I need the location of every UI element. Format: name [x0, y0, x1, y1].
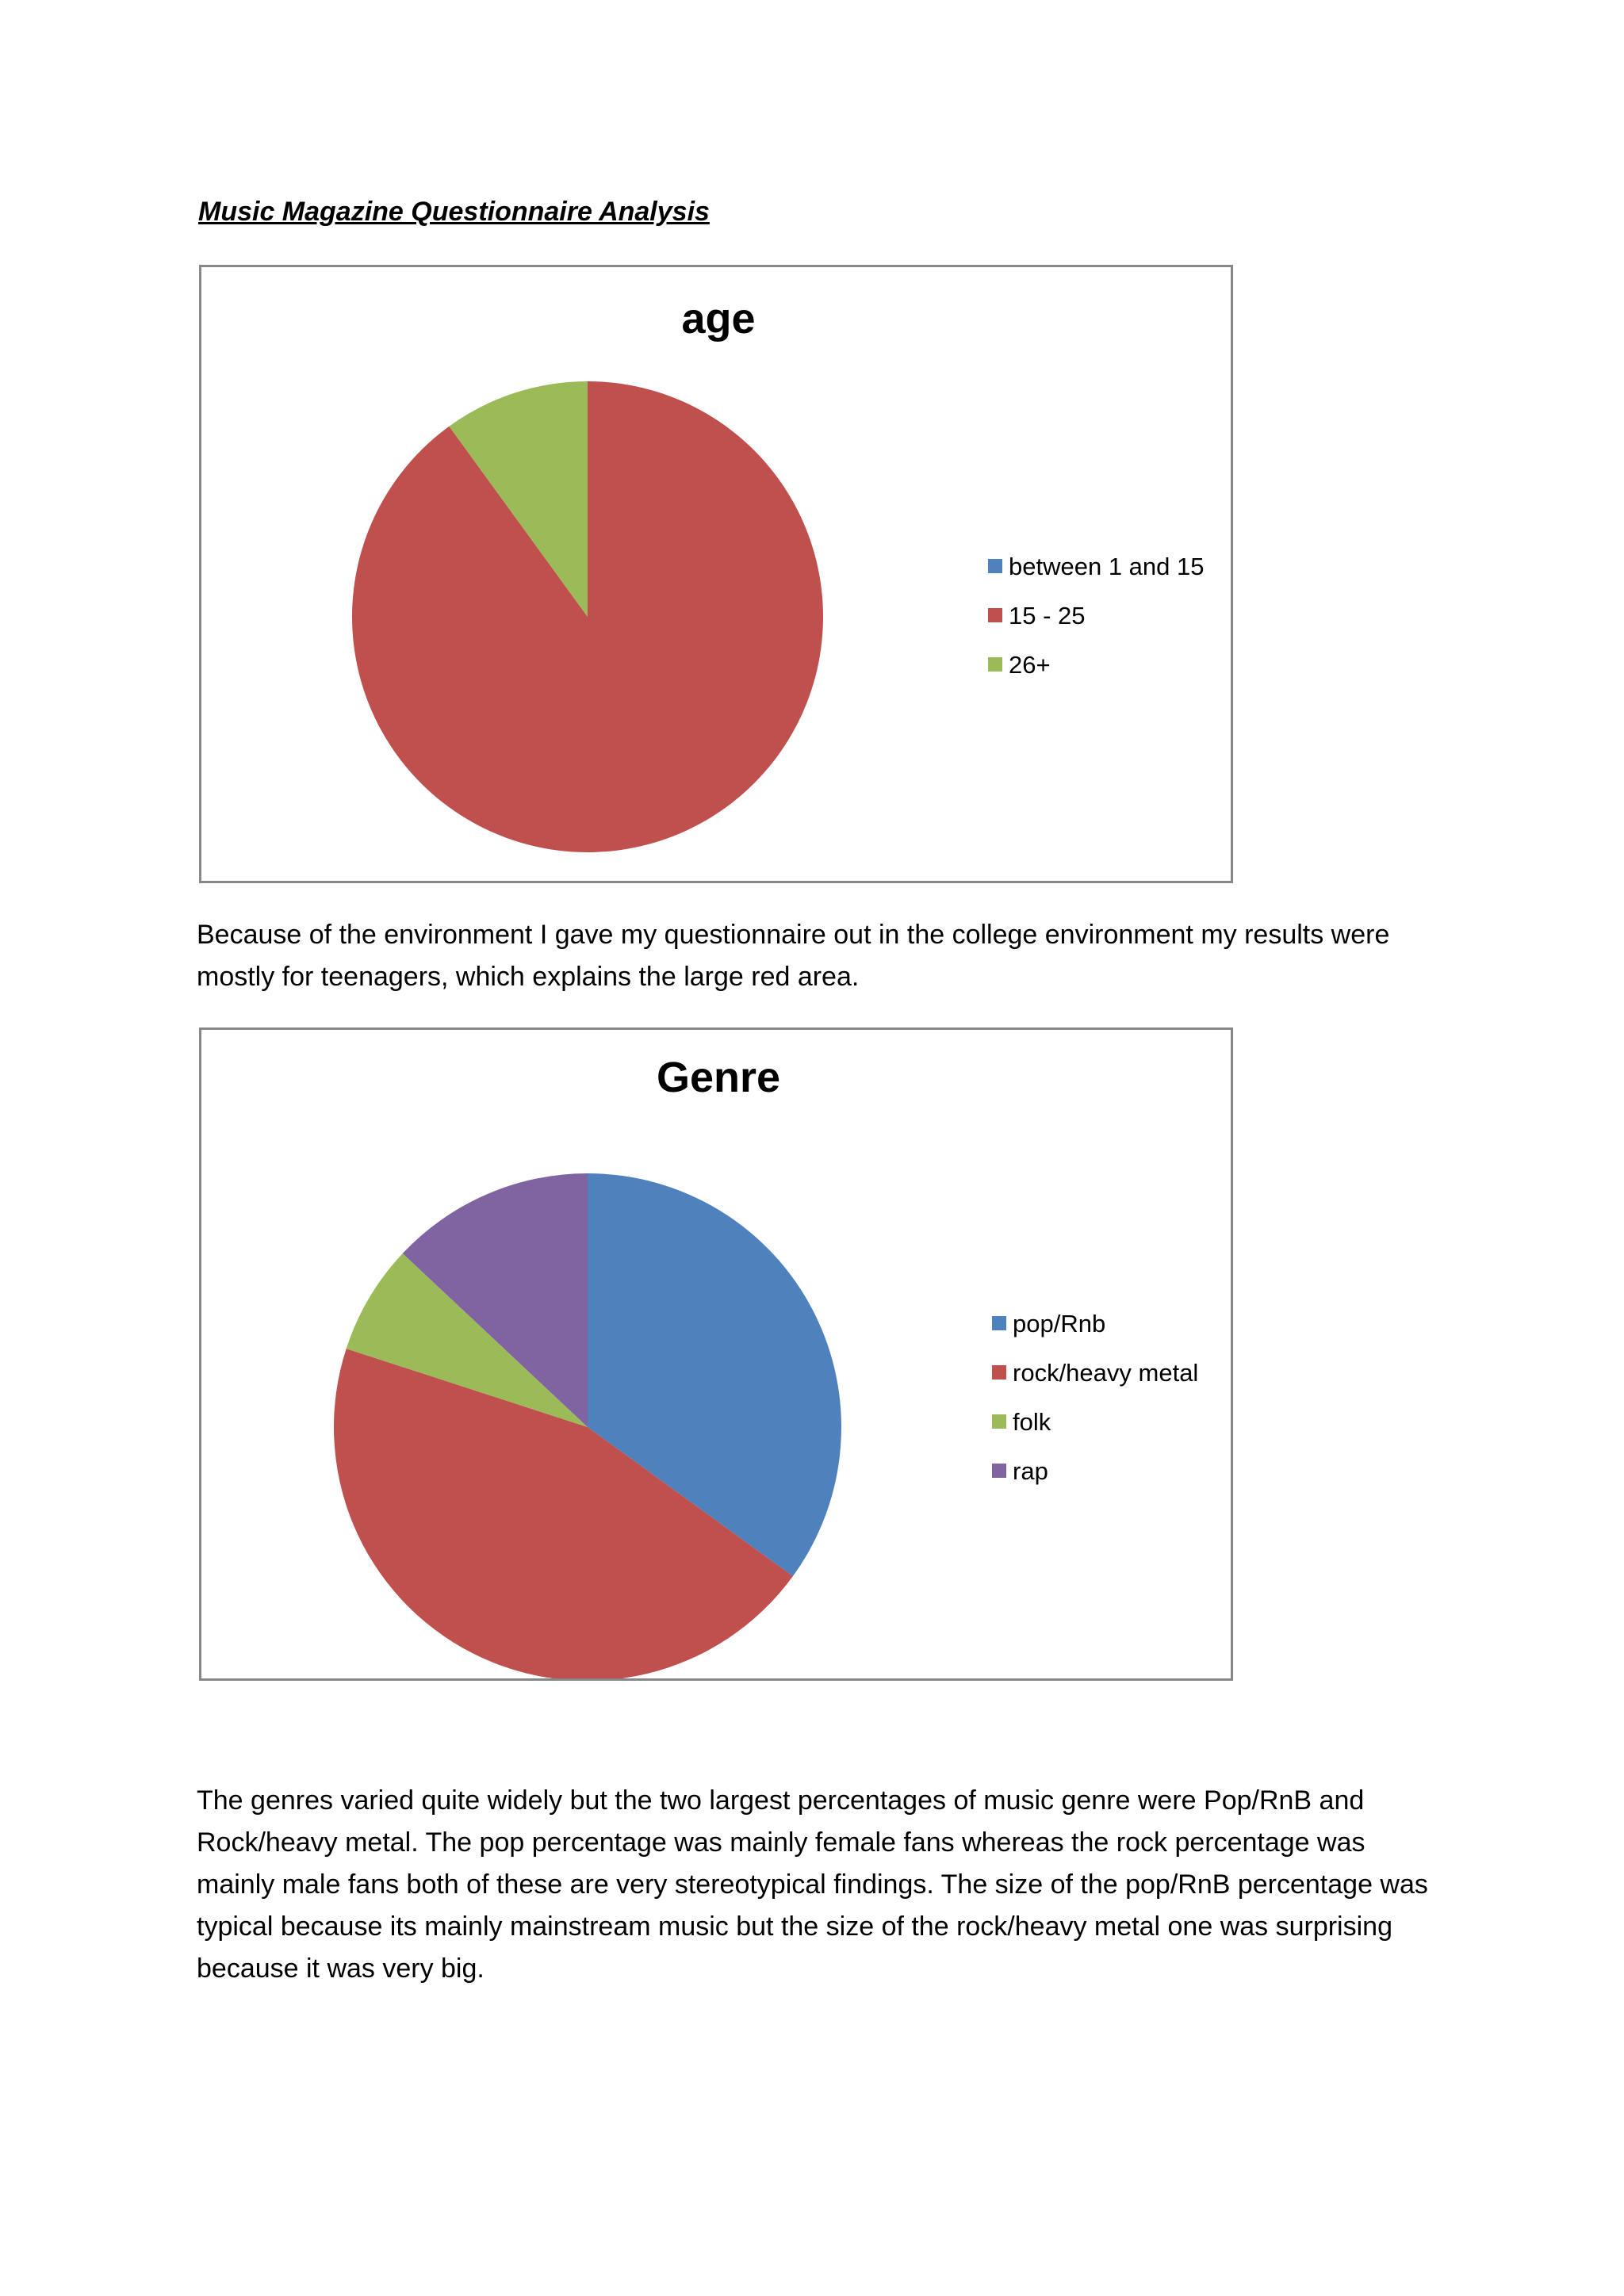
age-legend-swatch-15-25: [988, 608, 1002, 622]
age-chart: [199, 265, 1233, 883]
genre-legend-label-pop-rnb: pop/Rnb: [1013, 1310, 1106, 1337]
genre-legend-swatch-pop-rnb: [992, 1316, 1006, 1330]
genre-chart-svg: [201, 1030, 1231, 1678]
age-legend-label-15-25: 15 - 25: [1009, 602, 1086, 629]
genre-chart: [199, 1027, 1233, 1681]
age-chart-svg: [201, 267, 1231, 881]
genre-legend-swatch-rap: [992, 1464, 1006, 1478]
genre-legend-label-folk: folk: [1013, 1408, 1051, 1436]
genre-legend-label-rock-heavy-metal: rock/heavy metal: [1013, 1359, 1199, 1387]
document-title: Music Magazine Questionnaire Analysis: [198, 197, 710, 227]
genre-chart-title: Genre: [656, 1054, 781, 1101]
age-chart-title: age: [681, 295, 756, 342]
genre-analysis-paragraph: The genres varied quite widely but the two largest percentages of music genre were Pop/RnB and Rock/heavy metal. The pop percentage was mainly female fans whereas the rock percentage was mainly male fans both of these are very stereotypical findings. The size of the pop/RnB percentage was typical because its mainly mainstream music but the size of the rock/heavy metal one was surprising because it was very big.: [197, 1785, 1428, 1984]
age-legend-label-26: 26+: [1009, 651, 1051, 679]
genre-legend-swatch-rock-heavy-metal: [992, 1365, 1006, 1380]
age-legend-swatch-26: [988, 657, 1002, 672]
age-legend-label-between-1-and-15: between 1 and 15: [1009, 553, 1205, 580]
genre-legend-swatch-folk: [992, 1414, 1006, 1429]
age-legend-swatch-between-1-and-15: [988, 559, 1002, 573]
age-analysis-paragraph: Because of the environment I gave my questionnaire out in the college environment my results were mostly for teenagers, which explains the large red area.: [197, 920, 1390, 992]
genre-legend-label-rap: rap: [1013, 1457, 1048, 1485]
